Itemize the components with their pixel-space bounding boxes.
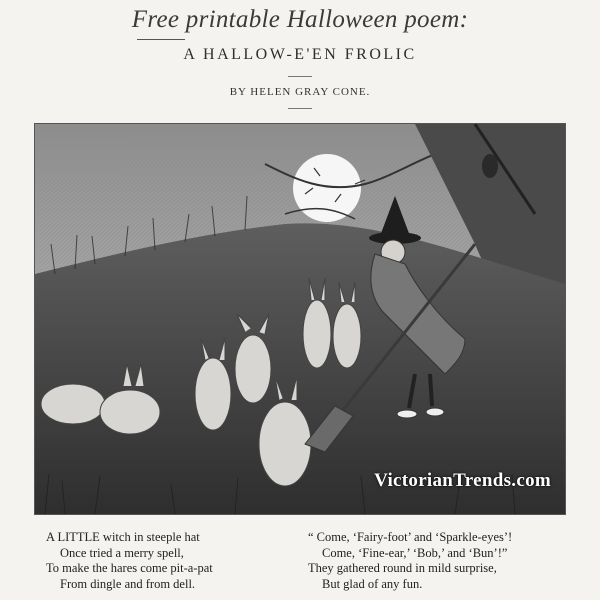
poem-stanza-left [46, 530, 213, 592]
poem-title: A HALLOW-E'EN FROLIC [183, 46, 417, 63]
poem-stanza-right [308, 530, 512, 592]
poem-line: A LITTLE witch in steeple hat [46, 530, 200, 544]
watermark-text: VictorianTrends.com [374, 470, 551, 491]
engraving-image [35, 124, 565, 514]
moon-icon [293, 154, 361, 222]
title-underline [137, 39, 185, 40]
poem-line: From dingle and from dell. [60, 576, 196, 591]
site-title: Free printable Halloween poem: [131, 6, 469, 33]
divider-top [288, 76, 312, 77]
poem-line: But glad of any fun. [322, 576, 423, 591]
poem-line: They gathered round in mild surprise, [308, 561, 497, 575]
owl-icon [482, 154, 498, 178]
poem-byline: BY HELEN GRAY CONE. [229, 86, 371, 98]
poem-line: To make the hares come pit-a-pat [46, 561, 213, 575]
poem-line: Come, ‘Fine-ear,’ ‘Bob,’ and ‘Bun’!” [322, 545, 508, 560]
poem-line: Once tried a merry spell, [60, 545, 184, 560]
divider-bottom [288, 108, 312, 109]
poem-line: “ Come, ‘Fairy-foot’ and ‘Sparkle-eyes’! [308, 530, 513, 544]
witch-hares-illustration [34, 123, 566, 515]
